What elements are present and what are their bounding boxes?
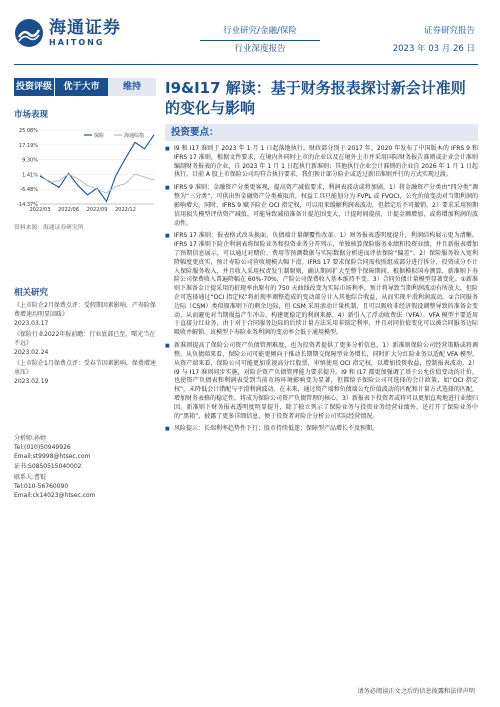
key-points-list: [165, 145, 478, 434]
contact-tel: Tel:010-56760090: [14, 483, 69, 491]
x-tick-label: 2022/03: [29, 207, 51, 213]
report-meta: [393, 26, 475, 55]
analyst-email[interactable]: Email:st9998@htsec.com: [14, 453, 91, 461]
y-tick-label: 17.19%: [18, 142, 38, 149]
report-category-block: [200, 26, 320, 55]
haitong-logo: [14, 18, 121, 48]
analyst-certificate: 证书:S0850515040002: [14, 462, 82, 470]
contact-name: 联系人:曹锟: [14, 473, 47, 481]
key-point-ifrs-effective: ■ I9 和 I17 准则于 2023 年 1 月 1 日起落地执行。财政部分别于 2017 年、2020 年发布了中国版本的 IFRS 9 和 IFRS 17 准则，根据文件要求，在境内外同时上市的企业以及在境外上市并采用国际财务报告准则或企业会计准则编制财务报表的企业，自 2023 年 1 月 1 日起执行新准则；其他执行企业会计准则的企业自 2026 年 1 月 1 日起执行。目前 A 股上市保险公司均符合执行要求，我们预计部分险企或适过新旧准则并行的方式实现过渡。: [165, 145, 478, 180]
left-sidebar: [14, 78, 156, 388]
y-tick-label: -14.37%: [17, 202, 38, 208]
related-item-date: 2023.02.24: [14, 349, 49, 356]
report-date: 2023 年 03 月 26 日: [392, 44, 475, 54]
related-item[interactable]: [14, 301, 156, 328]
analyst-contacts: [14, 434, 156, 500]
header-divider: [200, 40, 320, 41]
y-tick-label: 9.30%: [22, 157, 38, 164]
contact-email[interactable]: Email:ck14023@htsec.com: [14, 492, 96, 500]
y-tick-label: 1.41%: [22, 172, 38, 179]
related-item-date: 2023.03.17: [14, 320, 49, 327]
logo-english: HAITONG: [49, 38, 105, 47]
logo-chinese: 海通证券: [49, 18, 121, 38]
x-tick-label: 2022/06: [58, 207, 79, 213]
chart-source: 资料来源：海通证券研究所: [14, 225, 84, 231]
report-type: 行业深度报告: [234, 44, 286, 54]
haitong-logo-mark-icon: [14, 18, 44, 48]
market-performance-title: 市场表现: [14, 110, 49, 120]
series-line-composite: [40, 174, 154, 193]
market-performance-chart: [14, 124, 156, 214]
report-title: I9&I17 解读：基于财务报表探讨新会计准则的变化与影响: [165, 79, 466, 117]
related-item[interactable]: [14, 359, 156, 386]
related-research-list: [14, 301, 156, 386]
related-item-title: 《上市险企1月保费点评：受春节因素影响，保费增速承压》: [14, 360, 156, 376]
rating-status: 维持: [108, 78, 156, 96]
analyst-name: 分析师:孙婷: [14, 435, 47, 442]
legend-label: 海通综指: [124, 133, 145, 139]
y-tick-label: 25.08%: [18, 128, 38, 134]
report-header: [0, 0, 500, 64]
investment-rating: [14, 78, 156, 96]
rating-value: 优于大市: [54, 78, 108, 96]
industry-category: 行业研究/金融/保险: [223, 26, 297, 36]
x-tick-label: 2022/12: [115, 207, 136, 213]
related-item-title: 《上市险企2月保费点评：受假期因素影响，产寿险保费增速均明显回暖》: [14, 302, 156, 318]
related-research-title: 相关研究: [14, 288, 49, 298]
legend-label: 保险: [94, 133, 105, 139]
disclaimer-footer: 请务必阅读正文之后的信息披露和法律声明: [357, 688, 475, 695]
related-item-title: 《保险行业2022年报前瞻：行业底部已至，曙光当在不远》: [14, 331, 156, 347]
x-tick-label: 2022/09: [86, 207, 108, 213]
rating-label: 投资评级: [14, 78, 54, 96]
key-point-ifrs17: ■ IFRS 17 准则：报表格式改头换面，负债端计量颠覆性改革。1）财务报表透明度提升，利润结构展示更为清晰。IFRS 17 准则下险企利润表将保险业务和投资业务分开列示，单独核算保险服务业绩和投资业绩，并且新报表增加了预期信息展示，可以通过对赌价、费用等预测数据与实际数据分析进而评估保险“偏差”。2）保险服务收入宽利降幅度更真实，预计寿险公司营收规模大幅下滑。IFRS 17 要求保险合同需按照组成部分进行拆分，投资成分不计入保险服务收入，并且收入采用权责发生制原则，确认期间扩大至整个保障期间。根据模拟国寿测算，新准则下寿险公司保费收入普遍降幅在 60%-70%，产险公司保费收入基本维持不变。3）合同负债计量模型显著变化。①新准则下准备金计提采用的折现率由原有的 750 天曲线改变为实际市场利率，预计将导致当期利润波动有所放大，但险企可选择通过“OCI 指定权”将折现率调整造成的变动部分计入其他综合收益，从而实现平滑利润波动。②合同服务边际（CSM）类似原准则下的剩余边际，但 CSM 采用滚动计量机制，且可以吸收非经济假设调整导致的准备金变动，从而避免对当期损益产生冲击，构建更稳定的利润来源。4）新引入了浮动收费法（VFA）。VFA 模型主要适用于直接分红业务，由于对于合同服务边际的后续计量方法采用非锁定利率，并且对同价值变化可以被合同服务边际吸收并解锁，该模型下寿险业务利润的变动率会低于通用模型。: [165, 232, 478, 338]
key-point-risk: ■ 风险提示：长端利率趋势性下行；股市持续低迷；保障型产品增长不及预期。: [165, 425, 478, 434]
securities-report-label: 证券研究报告: [423, 26, 475, 36]
related-item-date: 2023.02.19: [14, 378, 49, 385]
key-points-header: 投资要点：: [165, 124, 478, 141]
related-item[interactable]: [14, 330, 156, 357]
main-content: [165, 78, 478, 438]
key-point-ifrs9: ■ IFRS 9 准则：金融资产分类更客观，提高资产减值要求，利润表波动或将加剧。1）将金融资产分类由“四分类”调整为“三分类”，可供出售金融资产分类被取消，权益工具只能划分为 FVPL 或 FVOCI，公允价值变动对当期利润的影响增大。同时，IFRS 9 赋予险企 OCI 指定权，可以用来缓解利润表波动，但指定后不可撤销。2）要求采用预期信用损失模型评估资产减值，可能导致减值准备计提范围变大，计提时间提前，计提金额增加，或将增加利润的波动性。: [165, 184, 478, 228]
header-rule: [14, 64, 478, 65]
analyst-tel: Tel:(010)50949926: [14, 444, 71, 452]
key-point-alm-impact: ■ 新准则提高了保险公司资产负债管理难度，也为投资者提供了更多分析信息。1）新准则保险公司经营策略或将调整。从负债端来看，保险公司可能更倾向于推动长期期交保障型业务增长，同时扩大分红险业务以适配 VFA 模型，从资产端来看，保险公司可能更加重视高分红股票，审慎使用 OCI 指定权，以增加投资收益，控制报表波动。2）I9 与 I17 准则同步实施，对险企资产负债管理能力要求提升。I9 和 I17 都更加强调了基于公允价值变动的计价，也使资产负债表和利润表受到当前市场环境影响变为显著，但都给予保险公司可选择的会计政策，如“OCI 指定权”，未降低会计错配与平滑利润波动。在未来，通过资产端和负债端公允价值波动的匹配和计量方式选择的匹配，增加财务表格的稳定性，将成为保险公司资产负债管理的核心。3）新报表下投资者或将可以更加直观地进行业绩归因。新准则下财务报表透明度明显提升，除了独立列示了保险业务与投资业务经营业绩外，还打开了保险业务中的“黑箱”，披露了更多详细信息，便于投资者对险企分析公司实际经营情况。: [165, 342, 478, 421]
y-tick-label: -6.48%: [20, 187, 38, 194]
